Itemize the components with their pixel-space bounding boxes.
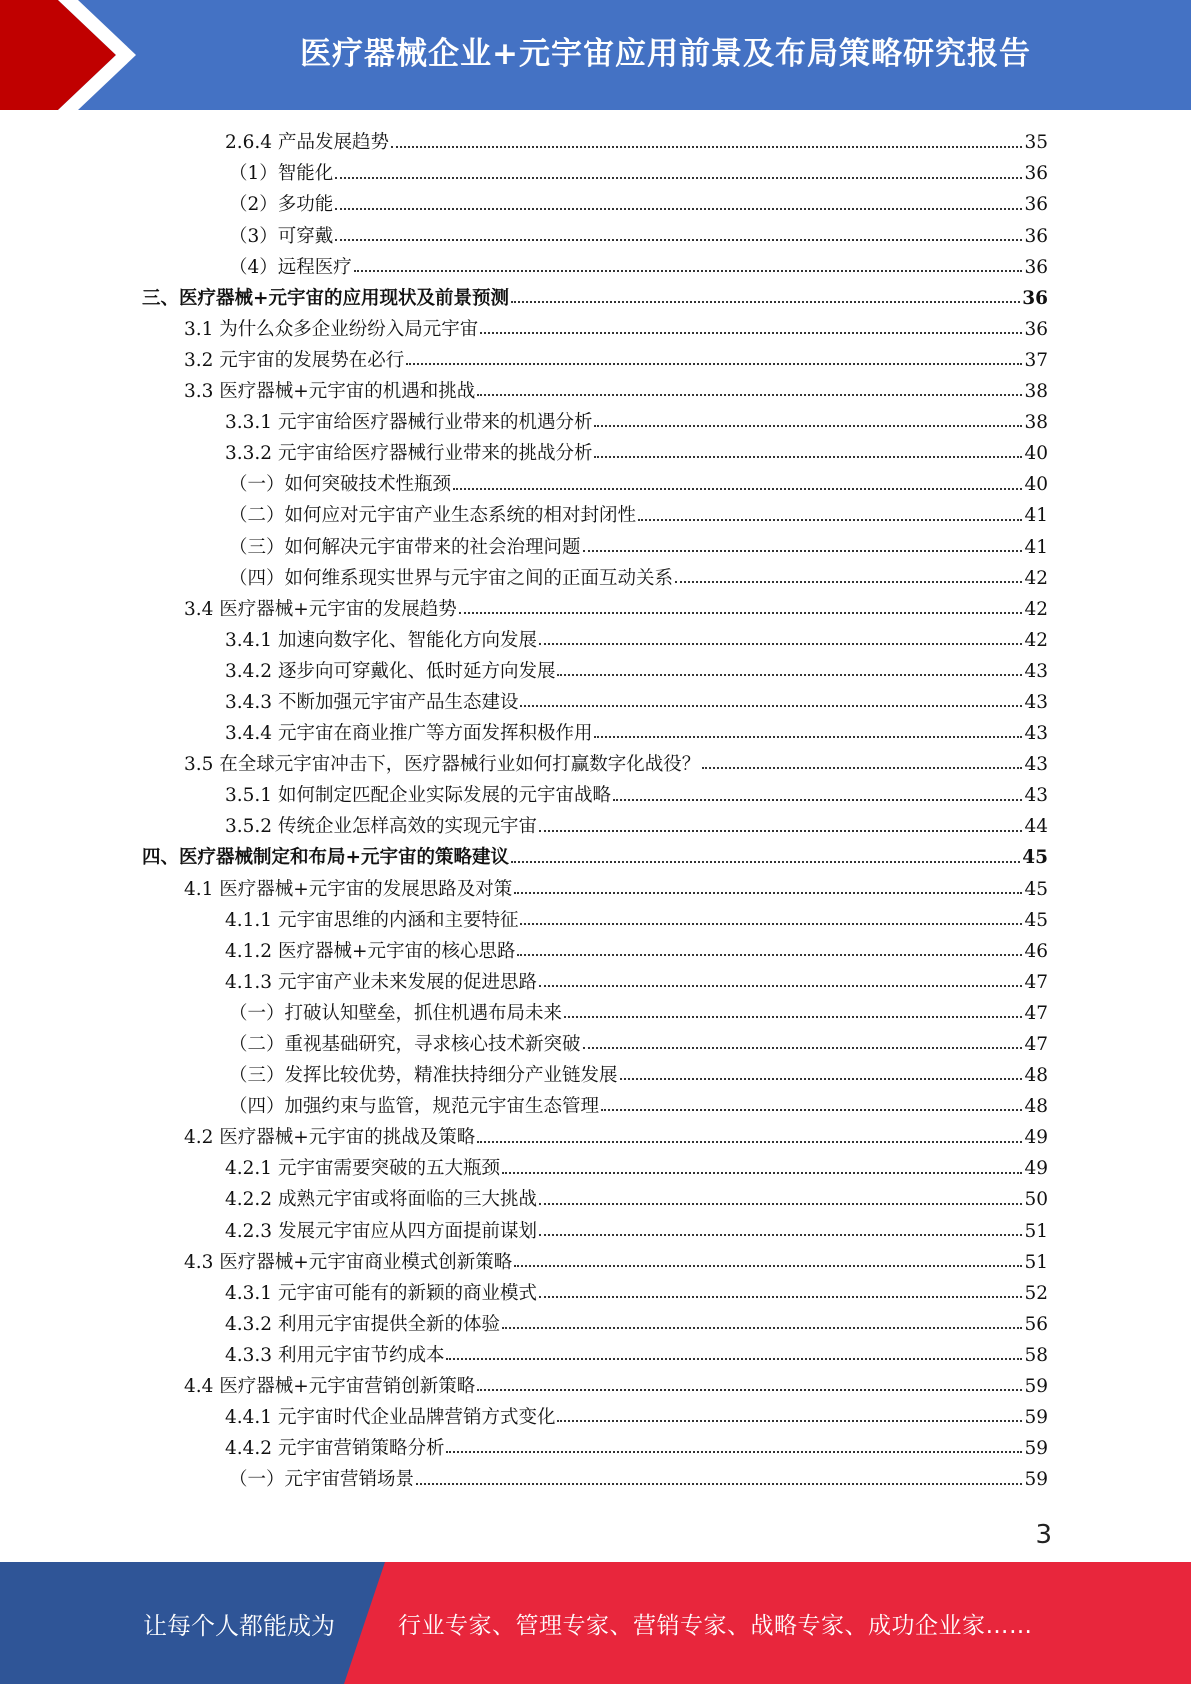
toc-dot-leader [391, 146, 1022, 148]
toc-dot-leader [446, 1358, 1022, 1360]
toc-dot-leader [613, 799, 1022, 801]
report-title: 医疗器械企业+元宇宙应用前景及布局策略研究报告 [300, 35, 1031, 72]
toc-entry-label: 4.4.2 元宇宙营销策略分析 [225, 1438, 445, 1460]
toc-entry[interactable] [0, 905, 1191, 936]
toc-entry[interactable] [0, 346, 1191, 377]
toc-entry-label: 3.3.2 元宇宙给医疗器械行业带来的挑战分析 [225, 443, 593, 465]
toc-entry[interactable] [0, 1372, 1191, 1403]
toc-entry-label: 4.3 医疗器械+元宇宙商业模式创新策略 [184, 1251, 513, 1273]
toc-dot-leader [335, 239, 1022, 241]
toc-dot-leader [583, 550, 1023, 552]
toc-entry-label: （一）元宇宙营销场景 [229, 1469, 415, 1491]
toc-entry-page: 43 [1024, 754, 1048, 776]
toc-entry-label: 4.4.1 元宇宙时代企业品牌营销方式变化 [225, 1407, 556, 1429]
toc-entry-label: 4.1.1 元宇宙思维的内涵和主要特征 [225, 909, 519, 931]
toc-dot-leader [557, 674, 1022, 676]
toc-entry-label: 3.3 医疗器械+元宇宙的机遇和挑战 [184, 381, 476, 403]
toc-entry-label: 4.2.2 成熟元宇宙或将面临的三大挑战 [225, 1189, 537, 1211]
toc-entry-page: 51 [1024, 1251, 1048, 1273]
toc-entry[interactable] [0, 1030, 1191, 1061]
toc-entry-label: （4）远程医疗 [229, 256, 352, 278]
toc-entry-label: 3.4.1 加速向数字化、智能化方向发展 [225, 629, 537, 651]
toc-dot-leader [514, 892, 1022, 894]
page-number: 3 [1035, 1520, 1052, 1550]
toc-entry[interactable] [0, 812, 1191, 843]
toc-entry[interactable] [0, 594, 1191, 625]
toc-dot-leader [539, 643, 1022, 645]
toc-entry-label: 4.1.2 医疗器械+元宇宙的核心思路 [225, 940, 516, 962]
toc-entry-label: 3.4.4 元宇宙在商业推广等方面发挥积极作用 [225, 723, 593, 745]
toc-entry-page: 59 [1024, 1407, 1048, 1429]
toc-entry-page: 38 [1024, 412, 1048, 434]
toc-entry-page: 51 [1024, 1220, 1048, 1242]
toc-entry-page: 46 [1024, 940, 1048, 962]
toc-dot-leader [583, 1047, 1023, 1049]
toc-entry-label: 3.4.3 不断加强元宇宙产品生态建设 [225, 691, 519, 713]
toc-entry[interactable] [0, 1403, 1191, 1434]
toc-entry-label: 四、医疗器械制定和布局+元宇宙的策略建议 [142, 847, 510, 869]
toc-entry-label: 4.1 医疗器械+元宇宙的发展思路及对策 [184, 878, 513, 900]
toc-entry-page: 44 [1024, 816, 1048, 838]
toc-dot-leader [354, 270, 1023, 272]
toc-dot-leader [520, 705, 1022, 707]
toc-dot-leader [477, 394, 1022, 396]
toc-entry-page: 40 [1024, 443, 1048, 465]
toc-entry[interactable] [0, 936, 1191, 967]
toc-entry-page: 41 [1024, 505, 1048, 527]
toc-dot-leader [416, 1483, 1022, 1485]
toc-entry[interactable] [0, 688, 1191, 719]
toc-entry[interactable] [0, 159, 1191, 190]
toc-entry-page: 42 [1024, 598, 1048, 620]
toc-dot-leader [502, 1327, 1022, 1329]
toc-entry-label: 4.1.3 元宇宙产业未来发展的促进思路 [225, 971, 537, 993]
toc-entry-page: 47 [1024, 971, 1048, 993]
toc-entry[interactable] [0, 563, 1191, 594]
toc-entry[interactable] [0, 781, 1191, 812]
toc-entry-page: 45 [1024, 878, 1048, 900]
toc-dot-leader [514, 1265, 1022, 1267]
toc-entry[interactable] [0, 221, 1191, 252]
toc-entry-label: 3.5 在全球元宇宙冲击下，医疗器械行业如何打赢数字化战役？ [184, 754, 701, 776]
toc-entry[interactable] [0, 626, 1191, 657]
toc-entry-page: 59 [1024, 1469, 1048, 1491]
toc-entry-page: 36 [1024, 194, 1048, 216]
toc-entry[interactable] [0, 252, 1191, 283]
toc-entry[interactable] [0, 843, 1191, 874]
toc-entry-label: （三）如何解决元宇宙带来的社会治理问题 [229, 536, 581, 558]
toc-dot-leader [502, 1172, 1022, 1174]
toc-dot-leader [517, 954, 1022, 956]
toc-dot-leader [539, 1234, 1022, 1236]
toc-entry[interactable] [0, 750, 1191, 781]
toc-entry[interactable] [0, 1465, 1191, 1496]
toc-entry-label: 4.3.1 元宇宙可能有的新颖的商业模式 [225, 1282, 537, 1304]
toc-entry-page: 41 [1024, 536, 1048, 558]
toc-entry[interactable] [0, 1341, 1191, 1372]
toc-entry-page: 50 [1024, 1189, 1048, 1211]
toc-entry[interactable] [0, 1154, 1191, 1185]
toc-dot-leader [477, 1389, 1022, 1391]
toc-entry-label: 4.3.2 利用元宇宙提供全新的体验 [225, 1313, 500, 1335]
toc-entry-page: 49 [1024, 1127, 1048, 1149]
toc-entry-label: （三）发挥比较优势，精准扶持细分产业链发展 [229, 1065, 618, 1087]
toc-entry[interactable] [0, 190, 1191, 221]
toc-entry-label: （3）可穿戴 [229, 225, 334, 247]
toc-entry[interactable] [0, 128, 1191, 159]
toc-entry-label: 3.3.1 元宇宙给医疗器械行业带来的机遇分析 [225, 412, 593, 434]
toc-entry-label: 4.2 医疗器械+元宇宙的挑战及策略 [184, 1127, 476, 1149]
toc-entry-page: 52 [1024, 1282, 1048, 1304]
toc-entry[interactable] [0, 1061, 1191, 1092]
toc-entry-page: 59 [1024, 1376, 1048, 1398]
toc-entry-page: 48 [1024, 1065, 1048, 1087]
toc-entry[interactable] [0, 1310, 1191, 1341]
toc-entry[interactable] [0, 470, 1191, 501]
toc-entry[interactable] [0, 968, 1191, 999]
toc-dot-leader [539, 1203, 1022, 1205]
toc-entry-label: 3.4 医疗器械+元宇宙的发展趋势 [184, 598, 457, 620]
header-banner [0, 0, 1191, 110]
toc-entry[interactable] [0, 1216, 1191, 1247]
toc-entry-page: 45 [1022, 847, 1048, 869]
table-of-contents [0, 128, 1191, 1496]
toc-entry-page: 43 [1024, 691, 1048, 713]
toc-entry-page: 43 [1024, 723, 1048, 745]
footer-slogan-left: 让每个人都能成为 [143, 1611, 335, 1640]
footer-banner [0, 1562, 1191, 1684]
toc-entry-page: 42 [1024, 567, 1048, 589]
toc-entry-label: 3.2 元宇宙的发展势在必行 [184, 349, 405, 371]
toc-dot-leader [406, 363, 1022, 365]
toc-entry-page: 36 [1022, 287, 1048, 309]
toc-dot-leader [335, 177, 1022, 179]
toc-entry-page: 43 [1024, 785, 1048, 807]
toc-entry-label: （二）重视基础研究，寻求核心技术新突破 [229, 1034, 581, 1056]
toc-entry-page: 42 [1024, 629, 1048, 651]
toc-entry[interactable] [0, 999, 1191, 1030]
toc-entry-page: 36 [1024, 256, 1048, 278]
toc-entry-page: 45 [1024, 909, 1048, 931]
toc-entry-label: （四）加强约束与监管，规范元宇宙生态管理 [229, 1096, 600, 1118]
toc-entry[interactable] [0, 439, 1191, 470]
footer-slogan-right: 行业专家、管理专家、营销专家、战略专家、成功企业家…… [398, 1612, 1033, 1639]
toc-dot-leader [601, 1109, 1022, 1111]
toc-entry[interactable] [0, 377, 1191, 408]
toc-entry[interactable] [0, 719, 1191, 750]
toc-entry[interactable] [0, 1092, 1191, 1123]
toc-entry-page: 47 [1024, 1034, 1048, 1056]
toc-entry-page: 35 [1024, 132, 1048, 154]
toc-dot-leader [335, 208, 1022, 210]
toc-dot-leader [638, 519, 1022, 521]
toc-entry-label: （四）如何维系现实世界与元宇宙之间的正面互动关系 [229, 567, 674, 589]
toc-entry-label: 3.5.1 如何制定匹配企业实际发展的元宇宙战略 [225, 785, 611, 807]
toc-entry-label: （2）多功能 [229, 194, 334, 216]
toc-entry-label: （1）智能化 [229, 163, 334, 185]
toc-dot-leader [594, 736, 1022, 738]
toc-dot-leader [453, 488, 1022, 490]
toc-entry[interactable] [0, 283, 1191, 314]
toc-entry-page: 43 [1024, 660, 1048, 682]
toc-entry-label: 4.2.1 元宇宙需要突破的五大瓶颈 [225, 1158, 500, 1180]
toc-entry-page: 47 [1024, 1002, 1048, 1024]
toc-entry-page: 56 [1024, 1313, 1048, 1335]
toc-entry[interactable] [0, 874, 1191, 905]
toc-entry-label: 3.5.2 传统企业怎样高效的实现元宇宙 [225, 816, 537, 838]
toc-entry-label: 4.3.3 利用元宇宙节约成本 [225, 1344, 445, 1366]
toc-dot-leader [594, 456, 1022, 458]
toc-entry[interactable] [0, 1434, 1191, 1465]
toc-entry[interactable] [0, 532, 1191, 563]
toc-entry-page: 37 [1024, 349, 1048, 371]
toc-entry-label: （一）打破认知壁垒，抓住机遇布局未来 [229, 1002, 563, 1024]
toc-entry[interactable] [0, 501, 1191, 532]
toc-dot-leader [477, 1141, 1022, 1143]
toc-entry-label: 4.2.3 发展元宇宙应从四方面提前谋划 [225, 1220, 537, 1242]
toc-entry-label: 3.4.2 逐步向可穿戴化、低时延方向发展 [225, 660, 556, 682]
toc-entry[interactable] [0, 657, 1191, 688]
toc-entry-page: 36 [1024, 318, 1048, 340]
toc-entry[interactable] [0, 1123, 1191, 1154]
toc-dot-leader [557, 1420, 1022, 1422]
toc-entry-page: 36 [1024, 225, 1048, 247]
toc-entry-label: 3.1 为什么众多企业纷纷入局元宇宙 [184, 318, 479, 340]
toc-entry-page: 59 [1024, 1438, 1048, 1460]
toc-entry[interactable] [0, 408, 1191, 439]
toc-entry-page: 48 [1024, 1096, 1048, 1118]
toc-dot-leader [511, 301, 1020, 303]
toc-entry-page: 58 [1024, 1344, 1048, 1366]
toc-entry-page: 38 [1024, 381, 1048, 403]
header-chevron-decoration [0, 0, 160, 110]
toc-entry-label: 2.6.4 产品发展趋势 [225, 132, 389, 154]
toc-entry[interactable] [0, 315, 1191, 346]
toc-dot-leader [459, 612, 1023, 614]
toc-entry-label: 4.4 医疗器械+元宇宙营销创新策略 [184, 1376, 476, 1398]
toc-dot-leader [480, 332, 1022, 334]
toc-dot-leader [620, 1078, 1023, 1080]
toc-entry-page: 49 [1024, 1158, 1048, 1180]
toc-dot-leader [446, 1451, 1022, 1453]
toc-dot-leader [702, 767, 1022, 769]
toc-dot-leader [511, 861, 1020, 863]
toc-entry[interactable] [0, 1247, 1191, 1278]
toc-entry-label: （一）如何突破技术性瓶颈 [229, 474, 452, 496]
toc-entry-page: 40 [1024, 474, 1048, 496]
toc-dot-leader [564, 1016, 1022, 1018]
toc-entry-label: （二）如何应对元宇宙产业生态系统的相对封闭性 [229, 505, 637, 527]
toc-entry-page: 36 [1024, 163, 1048, 185]
toc-entry[interactable] [0, 1185, 1191, 1216]
toc-dot-leader [539, 1296, 1022, 1298]
toc-entry-label: 三、医疗器械+元宇宙的应用现状及前景预测 [142, 287, 510, 309]
toc-dot-leader [594, 425, 1022, 427]
toc-dot-leader [675, 581, 1022, 583]
toc-dot-leader [520, 923, 1022, 925]
toc-entry[interactable] [0, 1278, 1191, 1309]
toc-dot-leader [539, 830, 1022, 832]
toc-dot-leader [539, 985, 1022, 987]
